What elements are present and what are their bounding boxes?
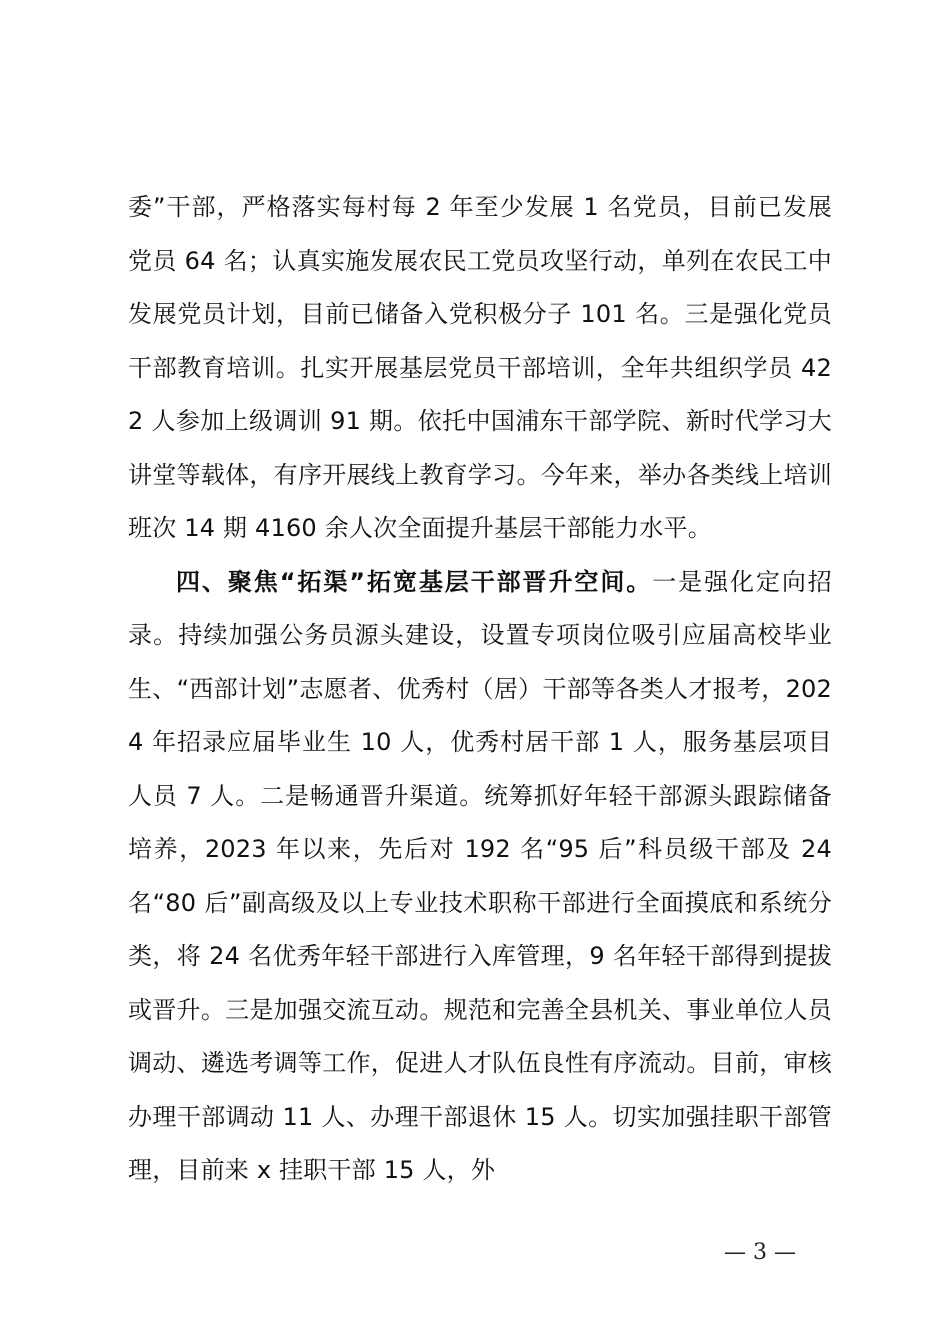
paragraph-2-text: 一是强化定向招录。持续加强公务员源头建设，设置专项岗位吸引应届高校毕业生、“西部计划”志愿者、优秀村（居）干部等各类人才报考，2024 年招录应届毕业生 10 人，优秀村居干部 1 人，服务基层项目人员 7 人。二是畅通晋升渠道。统筹抓好年轻干部源头跟踪储备培养，2023 年以来，先后对 192 名“95 后”科员级干部及 24 名“80 后”副高级及以上专业技术职称干部进行全面摸底和系统分类，将 24 名优秀年轻干部进行入库管理，9 名年轻干部得到提拔或晋升。三是加强交流互动。规范和完善全县机关、事业单位人员调动、遴选考调等工作，促进人才队伍良性有序流动。目前，审核办理干部调动 11 人、办理干部退休 15 人。切实加强挂职干部管理，目前来 x 挂职干部 15 人，外 <box>128 567 832 1184</box>
document-body <box>128 181 832 1198</box>
page-number: — 3 — <box>724 1240 796 1265</box>
paragraph-1 <box>128 181 832 556</box>
section-heading-four: 四、聚焦“拓渠”拓宽基层干部晋升空间。 <box>176 567 653 596</box>
paragraph-2 <box>128 556 832 1198</box>
paragraph-1-text: 委”干部，严格落实每村每 2 年至少发展 1 名党员，目前已发展党员 64 名；认真实施发展农民工党员攻坚行动，单列在农民工中发展党员计划，目前已储备入党积极分子 101 名。三是强化党员干部教育培训。扎实开展基层党员干部培训，全年共组织学员 422 人参加上级调训 91 期。依托中国浦东干部学院、新时代学习大讲堂等载体，有序开展线上教育学习。今年来，举办各类线上培训班次 14 期 4160 余人次全面提升基层干部能力水平。 <box>128 193 832 542</box>
